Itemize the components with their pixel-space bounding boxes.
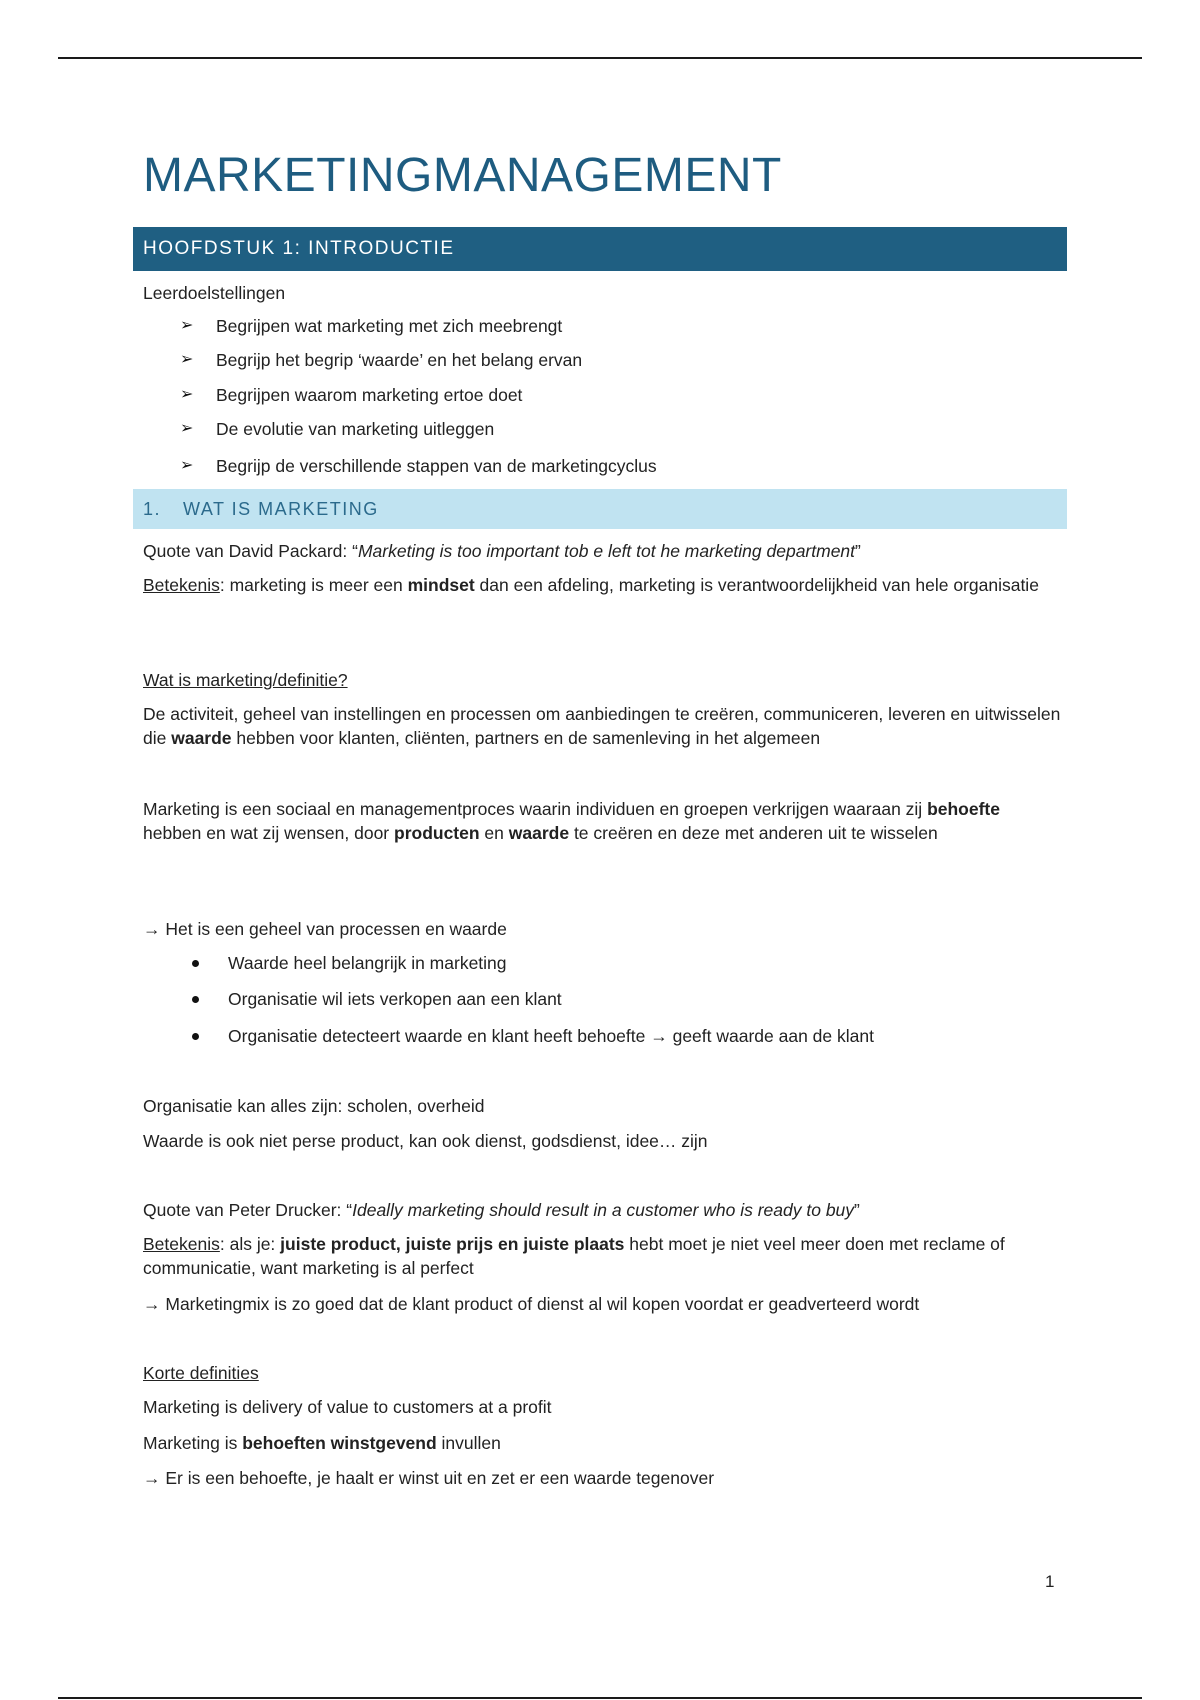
chapter-heading-text: HOOFDSTUK 1: INTRODUCTIE	[143, 238, 455, 259]
meaning-packard: Betekenis: marketing is meer een mindset dan een afdeling, marketing is verantwoordelijkheid van hele organisatie	[143, 575, 1039, 595]
chapter-heading	[133, 227, 1067, 271]
objective-item: De evolutie van marketing uitleggen	[216, 419, 495, 439]
objective-item: Begrijpen waarom marketing ertoe doet	[216, 385, 523, 405]
organisation-line: Organisatie kan alles zijn: scholen, overheid	[143, 1096, 485, 1116]
section-number: 1.	[143, 499, 162, 519]
quote-packard: Quote van David Packard: “Marketing is too important tob e left tot he marketing department”	[143, 541, 861, 561]
arrow-bullet-icon: ➢	[180, 457, 194, 474]
bullet-dot-icon	[192, 1033, 199, 1040]
footer-rule	[58, 1697, 1142, 1699]
objectives-heading: Leerdoelstellingen	[143, 283, 286, 303]
marketingmix-line: → Marketingmix is zo goed dat de klant product of dienst al wil kopen voordat er geadverteerd wordt	[143, 1294, 920, 1314]
bullet-dot-icon	[192, 996, 199, 1003]
short-definition-1: Marketing is delivery of value to customers at a profit	[143, 1397, 552, 1417]
list-item: Organisatie detecteert waarde en klant heeft behoefte → geeft waarde aan de klant	[228, 1026, 874, 1046]
quote-drucker: Quote van Peter Drucker: “Ideally marketing should result in a customer who is ready to buy”	[143, 1200, 860, 1220]
objective-item: Begrijp het begrip ‘waarde’ en het belang ervan	[216, 350, 583, 370]
arrow-bullet-icon: ➢	[180, 420, 194, 437]
page-number: 1	[1045, 1572, 1055, 1591]
arrow-bullet-icon: ➢	[180, 317, 194, 334]
objective-item: Begrijpen wat marketing met zich meebrengt	[216, 316, 563, 336]
arrow-line-processes: → Het is een geheel van processen en waarde	[143, 919, 507, 939]
definition-heading: Wat is marketing/definitie?	[143, 670, 348, 690]
short-definition-2: Marketing is behoeften winstgevend invullen	[143, 1433, 501, 1453]
arrow-bullet-icon: ➢	[180, 386, 194, 403]
meaning-drucker: Betekenis: als je: juiste product, juiste prijs en juiste plaats hebt moet je niet veel meer doen met reclame of communicatie, want marketing is al perfect	[143, 1234, 1005, 1278]
definition-paragraph-2: Marketing is een sociaal en managementproces waarin individuen en groepen verkrijgen waaraan zij behoefte hebben en wat zij wensen, door producten en waarde te creëren en deze met anderen uit te wisselen	[143, 799, 1000, 843]
arrow-bullet-icon: ➢	[180, 351, 194, 368]
bullet-dot-icon	[192, 960, 199, 967]
header-rule	[58, 57, 1142, 59]
section-heading	[133, 489, 1067, 529]
section-title: WAT IS MARKETING	[183, 499, 379, 519]
document-title: MARKETINGMANAGEMENT	[143, 149, 782, 202]
objective-item: Begrijp de verschillende stappen van de marketingcyclus	[216, 456, 657, 476]
list-item: Waarde heel belangrijk in marketing	[228, 953, 507, 973]
definition-paragraph-1: De activiteit, geheel van instellingen en processen om aanbiedingen te creëren, communiceren, leveren en uitwisselen die waarde hebben voor klanten, cliënten, partners en de samenleving in het algemeen	[143, 704, 1061, 748]
list-item: Organisatie wil iets verkopen aan een klant	[228, 989, 562, 1009]
short-definition-3: → Er is een behoefte, je haalt er winst uit en zet er een waarde tegenover	[143, 1468, 715, 1488]
short-definitions-heading: Korte definities	[143, 1363, 259, 1383]
value-line: Waarde is ook niet perse product, kan ook dienst, godsdienst, idee… zijn	[143, 1131, 708, 1151]
